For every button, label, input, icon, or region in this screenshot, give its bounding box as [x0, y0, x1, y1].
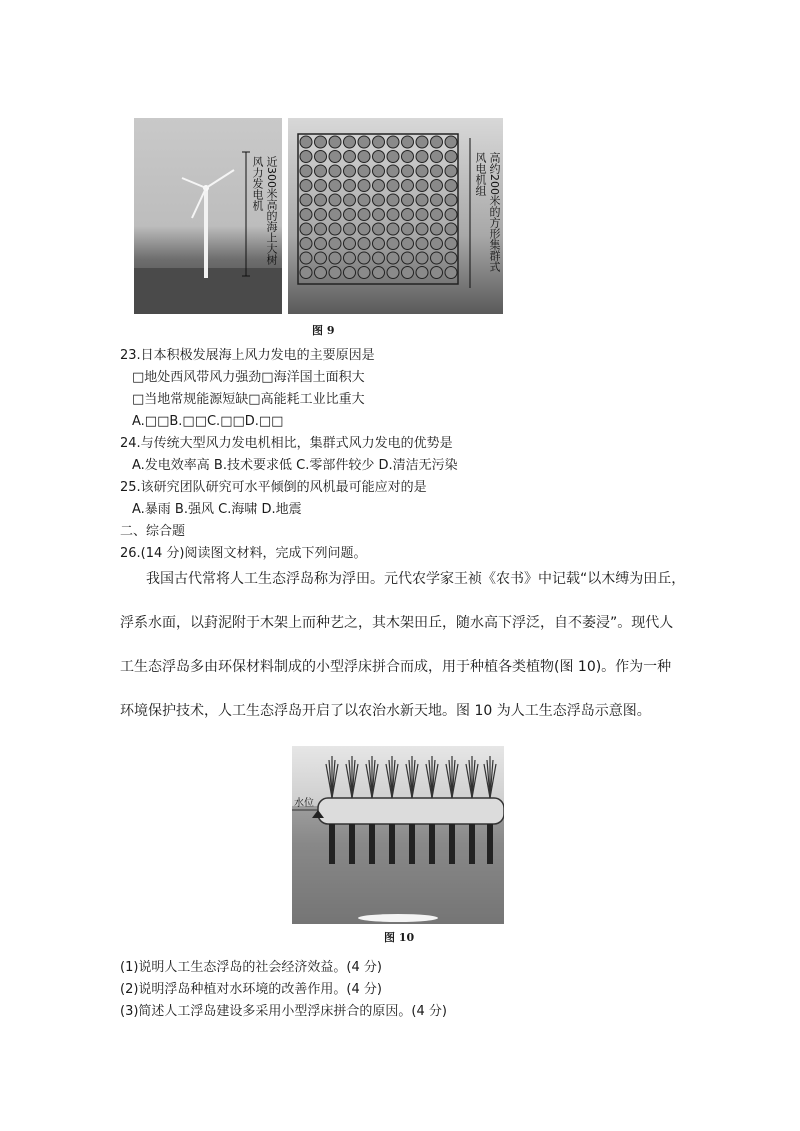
figure9-caption: 图 9: [312, 324, 335, 337]
question-23: 23.日本积极发展海上风力发电的主要原因是: [120, 348, 375, 363]
paragraph-line-4: 环境保护技术，人工生态浮岛开启了以农治水新天地。图 10 为人工生态浮岛示意图。: [120, 703, 651, 719]
question-24: 24.与传统大型风力发电机相比，集群式风力发电的优势是: [120, 436, 453, 451]
water-level-label: 水位: [294, 798, 314, 809]
wind-turbine-illustration: [134, 118, 282, 314]
turbine-grid-illustration: [288, 118, 503, 314]
question-25-choices: A.暴雨 B.强风 C.海啸 D.地震: [132, 502, 302, 517]
figure9-right-photo: [288, 118, 503, 314]
figure10-caption: 图 10: [384, 931, 415, 944]
left-photo-label-2: 近300米高的海上大树: [265, 156, 278, 265]
question-23-option-line-1: □地处西风带风力强劲□海洋国土面积大: [132, 370, 365, 385]
question-25: 25.该研究团队研究可水平倾倒的风机最可能应对的是: [120, 480, 427, 495]
question-23-choices: A.□□B.□□C.□□D.□□: [132, 414, 284, 429]
subquestion-3: (3)简述人工浮岛建设多采用小型浮床拼合的原因。(4 分): [120, 1004, 447, 1019]
subquestion-2: (2)说明浮岛种植对水环境的改善作用。(4 分): [120, 982, 382, 997]
paragraph-line-3: 工生态浮岛多由环保材料制成的小型浮床拼合而成，用于种植各类植物(图 10)。作为一种: [120, 659, 672, 675]
paragraph-line-2: 浮系水面，以葑泥附于木架上而种艺之，其木架田丘，随水高下浮泛，自不萎浸”。现代人: [120, 615, 674, 631]
right-photo-label-2: 高约200米的方形集群式: [488, 152, 501, 272]
figure10-floating-island: [292, 746, 504, 924]
question-24-choices: A.发电效率高 B.技术要求低 C.零部件较少 D.清洁无污染: [132, 458, 458, 473]
right-photo-label-1: 风电机组: [474, 152, 487, 196]
paragraph-line-1: 我国古代常将人工生态浮岛称为浮田。元代农学家王祯《农书》中记载“以木缚为田丘，: [146, 571, 686, 587]
subquestion-1: (1)说明人工生态浮岛的社会经济效益。(4 分): [120, 960, 382, 975]
left-photo-label-1: 风力发电机: [251, 156, 264, 211]
section-2-heading: 二、综合题: [120, 524, 186, 539]
question-26: 26.(14 分)阅读图文材料，完成下列问题。: [120, 546, 367, 561]
figure9-left-photo: [134, 118, 282, 314]
question-23-option-line-2: □当地常规能源短缺□高能耗工业比重大: [132, 392, 365, 407]
floating-island-illustration: [292, 746, 504, 924]
